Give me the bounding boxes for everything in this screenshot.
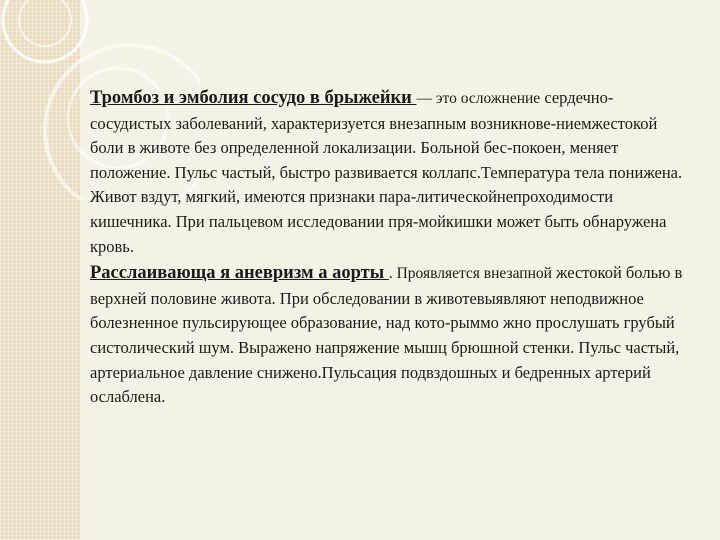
lead-thrombosis: — это осложнение — [416, 90, 541, 107]
heading-thrombosis: Тромбоз и эмболия сосудо в брыжейки — [90, 88, 417, 108]
paragraph-thrombosis — [90, 86, 690, 259]
body-aneurysm: жестокой болью в верхней половине живота. При обследовании в животевыявляют неподвижное болезненное пульсирующее образование, над кото-рыммо жно прослушать грубый систолический шум. Выражено напряжение мышц брюшной стенки. Пульс частый, артериальное давление снижено.Пульсация подвздошных и бедренных артерий ослаблена. — [90, 263, 683, 407]
heading-aneurysm: Расслаивающа я аневризм а аорты — [90, 263, 389, 284]
paragraph-aneurysm — [90, 261, 690, 410]
lead-aneurysm: . Проявляется внезапной — [388, 265, 552, 283]
slide-content — [90, 86, 690, 410]
body-thrombosis: сердечно-сосудистых заболеваний, характеризуется внезапным возникнове-ниемжестокой боли в животе без определенной локализации. Больной бес-покоен, меняет положение. Пульс частый, быстро развивается коллапс.Температура тела понижена. Живот вздут, мягкий, имеются признаки пара-литическойнепроходимости кишечника. При пальцевом исследовании пря-мойкишки может быть обнаружена кровь. — [90, 88, 683, 256]
